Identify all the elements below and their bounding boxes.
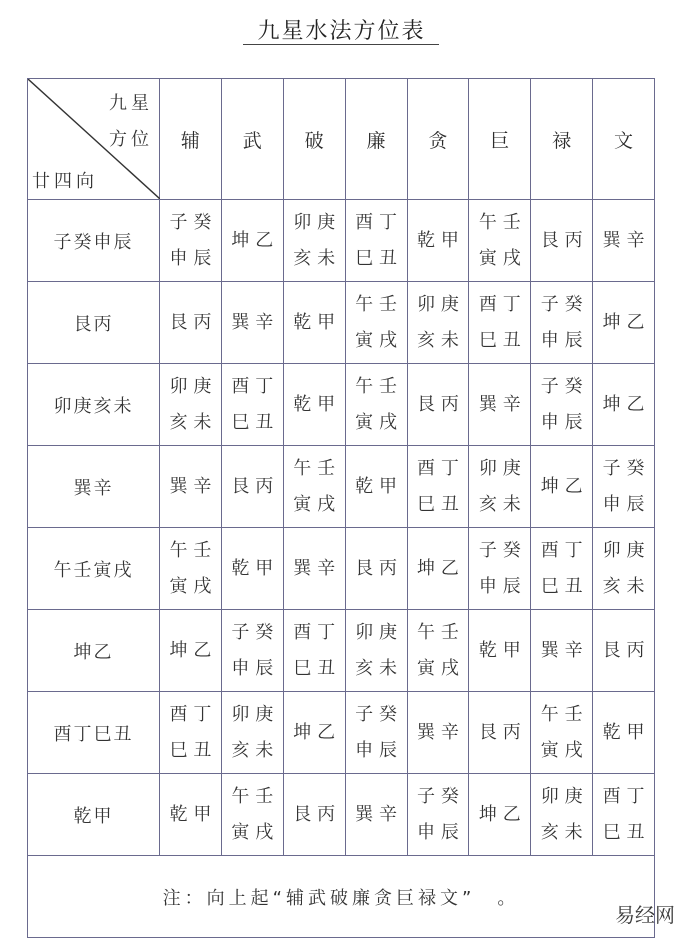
table-cell — [160, 446, 222, 528]
cell-text: 坤乙 — [478, 803, 527, 825]
table-row — [28, 282, 655, 364]
table-cell — [469, 446, 531, 528]
corner-header — [28, 79, 160, 200]
table-row — [28, 528, 655, 610]
table-cell — [593, 774, 655, 856]
cell-text: 卯庚 — [416, 293, 465, 315]
cell-text: 子癸 — [540, 375, 589, 397]
table-cell — [407, 692, 469, 774]
cell-text: 乾甲 — [355, 475, 404, 497]
table-cell — [531, 364, 593, 446]
table-cell — [407, 200, 469, 282]
cell-text: 午壬 — [478, 211, 527, 233]
table-cell — [593, 446, 655, 528]
table-cell — [283, 774, 345, 856]
table-cell — [593, 282, 655, 364]
cell-text: 艮丙 — [478, 721, 527, 743]
cell-text: 子癸 — [540, 293, 589, 315]
cell-text: 子癸 — [169, 211, 218, 233]
cell-text: 午壬 — [355, 293, 404, 315]
cell-text: 申辰 — [540, 411, 589, 433]
cell-text: 子癸 — [416, 785, 465, 807]
cell-text: 亥未 — [355, 657, 404, 679]
cell-text: 酉丁 — [416, 457, 465, 479]
cell-text: 子癸 — [231, 621, 280, 643]
cell-text: 巳丑 — [478, 329, 527, 351]
cell-text: 亥未 — [602, 575, 651, 597]
table-cell — [283, 692, 345, 774]
cell-text: 酉丁 — [293, 621, 342, 643]
cell-text: 寅戌 — [540, 739, 589, 761]
row-direction-label: 子癸申辰 — [28, 200, 160, 282]
table-cell — [531, 774, 593, 856]
cell-text: 酉丁 — [602, 785, 651, 807]
table-cell — [531, 282, 593, 364]
table-cell — [469, 200, 531, 282]
table-cell — [593, 200, 655, 282]
table-cell — [221, 282, 283, 364]
page-title: 九星水法方位表 — [257, 19, 426, 44]
table-cell — [345, 528, 407, 610]
table-cell — [345, 446, 407, 528]
table-cell — [469, 774, 531, 856]
table-row — [28, 446, 655, 528]
table-row — [28, 692, 655, 774]
cell-text: 卯庚 — [293, 211, 342, 233]
corner-label-directions: 廿四向 — [32, 171, 98, 192]
cell-text: 巳丑 — [540, 575, 589, 597]
table-cell — [469, 692, 531, 774]
table-cell — [221, 446, 283, 528]
cell-text: 子癸 — [602, 457, 651, 479]
table-cell — [469, 364, 531, 446]
cell-text: 午壬 — [169, 539, 218, 561]
cell-text: 坤乙 — [169, 639, 218, 661]
row-direction-label: 酉丁巳丑 — [28, 692, 160, 774]
table-cell — [160, 774, 222, 856]
cell-text: 巳丑 — [416, 493, 465, 515]
cell-text: 申辰 — [602, 493, 651, 515]
table-cell — [407, 282, 469, 364]
star-header: 文 — [593, 79, 655, 200]
note-row — [28, 856, 655, 938]
table-row — [28, 200, 655, 282]
cell-text: 寅戌 — [355, 329, 404, 351]
table-cell — [283, 200, 345, 282]
star-header: 辅 — [160, 79, 222, 200]
cell-text: 卯庚 — [169, 375, 218, 397]
table-cell — [531, 610, 593, 692]
star-header: 贪 — [407, 79, 469, 200]
cell-text: 申辰 — [416, 821, 465, 843]
table-cell — [593, 610, 655, 692]
table-cell — [345, 610, 407, 692]
table-cell — [531, 446, 593, 528]
row-direction-label: 卯庚亥未 — [28, 364, 160, 446]
cell-text: 艮丙 — [231, 475, 280, 497]
nine-star-table — [27, 78, 655, 938]
table-cell — [345, 364, 407, 446]
table-cell — [593, 692, 655, 774]
table-cell — [345, 282, 407, 364]
table-cell — [407, 528, 469, 610]
cell-text: 坤乙 — [602, 393, 651, 415]
table-cell — [221, 364, 283, 446]
table-cell — [531, 528, 593, 610]
table-row — [28, 774, 655, 856]
corner-label-position: 方位 — [109, 129, 153, 150]
table-cell — [531, 692, 593, 774]
cell-text: 巽辛 — [231, 311, 280, 333]
cell-text: 酉丁 — [169, 703, 218, 725]
cell-text: 申辰 — [540, 329, 589, 351]
table-cell — [160, 282, 222, 364]
cell-text: 申辰 — [169, 247, 218, 269]
cell-text: 酉丁 — [540, 539, 589, 561]
cell-text: 巽辛 — [478, 393, 527, 415]
cell-text: 午壬 — [231, 785, 280, 807]
cell-text: 坤乙 — [293, 721, 342, 743]
table-cell — [160, 610, 222, 692]
table-cell — [469, 282, 531, 364]
table-cell — [160, 528, 222, 610]
cell-text: 亥未 — [169, 411, 218, 433]
star-header: 禄 — [531, 79, 593, 200]
cell-text: 乾甲 — [293, 311, 342, 333]
table-row — [28, 364, 655, 446]
cell-text: 卯庚 — [540, 785, 589, 807]
table-cell — [407, 774, 469, 856]
cell-text: 酉丁 — [478, 293, 527, 315]
cell-text: 酉丁 — [231, 375, 280, 397]
table-cell — [469, 610, 531, 692]
cell-text: 午壬 — [293, 457, 342, 479]
table-cell — [221, 774, 283, 856]
table-cell — [345, 200, 407, 282]
corner-label-stars: 九星 — [109, 93, 153, 114]
table-cell — [531, 200, 593, 282]
star-header: 廉 — [345, 79, 407, 200]
cell-text: 申辰 — [355, 739, 404, 761]
table-cell — [469, 528, 531, 610]
table-cell — [283, 446, 345, 528]
row-direction-label: 艮丙 — [28, 282, 160, 364]
table-cell — [160, 364, 222, 446]
cell-text: 坤乙 — [602, 311, 651, 333]
cell-text: 午壬 — [540, 703, 589, 725]
row-direction-label: 乾甲 — [28, 774, 160, 856]
cell-text: 寅戌 — [293, 493, 342, 515]
table-cell — [345, 692, 407, 774]
cell-text: 寅戌 — [231, 821, 280, 843]
cell-text: 亥未 — [231, 739, 280, 761]
note-text: 注：向上起“辅武破廉贪巨禄文” 。 — [28, 856, 655, 938]
table-cell — [221, 610, 283, 692]
cell-text: 寅戌 — [355, 411, 404, 433]
cell-text: 卯庚 — [355, 621, 404, 643]
cell-text: 坤乙 — [231, 229, 280, 251]
table-cell — [407, 610, 469, 692]
table-row — [28, 610, 655, 692]
table-cell — [283, 610, 345, 692]
cell-text: 申辰 — [231, 657, 280, 679]
cell-text: 巳丑 — [355, 247, 404, 269]
table-cell — [283, 282, 345, 364]
watermark: 易经网 — [615, 903, 675, 927]
cell-text: 申辰 — [478, 575, 527, 597]
cell-text: 卯庚 — [602, 539, 651, 561]
table-cell — [160, 200, 222, 282]
cell-text: 寅戌 — [416, 657, 465, 679]
cell-text: 巽辛 — [355, 803, 404, 825]
table-cell — [221, 200, 283, 282]
cell-text: 子癸 — [355, 703, 404, 725]
cell-text: 艮丙 — [540, 229, 589, 251]
table-cell — [345, 774, 407, 856]
cell-text: 酉丁 — [355, 211, 404, 233]
cell-text: 巽辛 — [540, 639, 589, 661]
table-cell — [593, 364, 655, 446]
cell-text: 坤乙 — [416, 557, 465, 579]
cell-text: 巳丑 — [231, 411, 280, 433]
cell-text: 巳丑 — [602, 821, 651, 843]
cell-text: 寅戌 — [478, 247, 527, 269]
table-cell — [593, 528, 655, 610]
table-cell — [221, 692, 283, 774]
cell-text: 坤乙 — [540, 475, 589, 497]
cell-text: 巽辛 — [169, 475, 218, 497]
cell-text: 艮丙 — [602, 639, 651, 661]
table-cell — [283, 528, 345, 610]
star-header: 巨 — [469, 79, 531, 200]
row-direction-label: 午壬寅戌 — [28, 528, 160, 610]
table-cell — [407, 364, 469, 446]
cell-text: 巳丑 — [169, 739, 218, 761]
cell-text: 乾甲 — [602, 721, 651, 743]
cell-text: 乾甲 — [478, 639, 527, 661]
header-row — [28, 79, 655, 200]
cell-text: 巳丑 — [293, 657, 342, 679]
cell-text: 子癸 — [478, 539, 527, 561]
cell-text: 亥未 — [540, 821, 589, 843]
cell-text: 巽辛 — [293, 557, 342, 579]
table-cell — [160, 692, 222, 774]
table-cell — [283, 364, 345, 446]
cell-text: 艮丙 — [169, 311, 218, 333]
star-header: 破 — [283, 79, 345, 200]
cell-text: 乾甲 — [293, 393, 342, 415]
cell-text: 巽辛 — [416, 721, 465, 743]
cell-text: 亥未 — [293, 247, 342, 269]
cell-text: 乾甲 — [416, 229, 465, 251]
title-underline — [243, 44, 439, 45]
cell-text: 乾甲 — [169, 803, 218, 825]
row-direction-label: 巽辛 — [28, 446, 160, 528]
cell-text: 艮丙 — [293, 803, 342, 825]
table-cell — [221, 528, 283, 610]
table-body — [28, 200, 655, 856]
cell-text: 卯庚 — [231, 703, 280, 725]
cell-text: 寅戌 — [169, 575, 218, 597]
cell-text: 艮丙 — [416, 393, 465, 415]
cell-text: 亥未 — [478, 493, 527, 515]
cell-text: 午壬 — [416, 621, 465, 643]
cell-text: 卯庚 — [478, 457, 527, 479]
row-direction-label: 坤乙 — [28, 610, 160, 692]
cell-text: 巽辛 — [602, 229, 651, 251]
star-header: 武 — [221, 79, 283, 200]
cell-text: 乾甲 — [231, 557, 280, 579]
cell-text: 亥未 — [416, 329, 465, 351]
cell-text: 艮丙 — [355, 557, 404, 579]
table-cell — [407, 446, 469, 528]
cell-text: 午壬 — [355, 375, 404, 397]
